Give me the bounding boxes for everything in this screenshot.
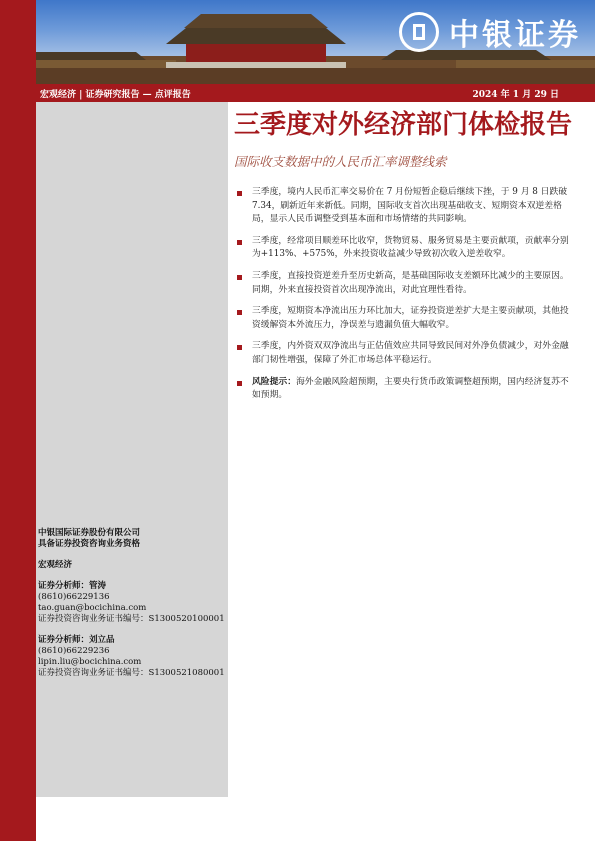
boc-logo-icon <box>399 12 439 52</box>
analyst-phone: (8610)66229136 <box>38 592 110 602</box>
report-subtitle: 国际收支数据中的人民币汇率调整线索 <box>234 154 447 169</box>
bullet-icon <box>237 345 242 350</box>
summary-bullet <box>234 340 574 367</box>
risk-bullet <box>234 376 574 403</box>
bullet-icon <box>237 240 242 245</box>
sidebar-info <box>38 528 228 679</box>
bullet-icon <box>237 310 242 315</box>
summary-bullet <box>234 235 574 262</box>
summary-bullet <box>234 305 574 332</box>
qualification: 具备证券投资咨询业务资格 <box>38 539 141 549</box>
header-banner <box>36 0 595 84</box>
bullet-icon <box>237 275 242 280</box>
sector: 宏观经济 <box>38 560 73 570</box>
report-category: 宏观经济 | 证券研究报告 — 点评报告 <box>40 90 191 100</box>
bullet-icon <box>237 381 242 386</box>
report-title: 三季度对外经济部门体检报告 <box>234 110 573 140</box>
summary-list <box>234 186 574 403</box>
header-bar <box>36 84 595 102</box>
summary-bullet <box>234 186 574 227</box>
bullet-text: 三季度，内外资双双净流出与正估值效应共同导致民间对外净负债减少，对外金融部门韧性增强，保障了外汇市场总体平稳运行。 <box>252 341 569 365</box>
analyst-heading: 证券分析师：管涛 <box>38 581 107 591</box>
bullet-text: 三季度，经常项目顺差环比收窄，货物贸易、服务贸易是主要贡献项，贡献率分别为+113%、+575%，外来投资收益减少导致初次收入逆差收窄。 <box>252 235 569 260</box>
bullet-icon <box>237 191 242 196</box>
bullet-text: 三季度，直接投资逆差升至历史新高，是基础国际收支差额环比减少的主要原因。同期，外来直接投资首次出现净流出，对此宜理性看待。 <box>252 270 569 295</box>
report-date: 2024 年 1 月 29 日 <box>472 90 559 100</box>
brand-logo <box>399 10 581 54</box>
analyst-phone: (8610)66229236 <box>38 646 110 656</box>
risk-label: 风险提示： <box>252 376 296 387</box>
analyst-email[interactable]: tao.guan@bocichina.com <box>38 603 147 613</box>
sidebar-panel <box>36 102 228 797</box>
analyst-heading: 证券分析师：刘立品 <box>38 635 115 645</box>
report-main <box>234 108 574 411</box>
analyst-license: 证券投资咨询业务证书编号：S1300520100001 <box>38 614 225 624</box>
summary-bullet <box>234 270 574 297</box>
risk-text: 海外金融风险超预期，主要央行货币政策调整超预期，国内经济复苏不如预期。 <box>252 376 569 401</box>
bullet-text: 三季度，境内人民币汇率交易价在 7 月份短暂企稳后继续下挫，于 9 月 8 日跌破 7.34，刷新近年来新低。同期，国际收支首次出现基础收支、短期资本双逆差格局，显示人民币调整受到基本面和市场情绪的共同影响。 <box>252 187 568 225</box>
analyst-email[interactable]: lipin.liu@bocichina.com <box>38 657 142 667</box>
company-name: 中银国际证券股份有限公司 <box>38 528 141 538</box>
bullet-text: 三季度，短期资本净流出压力环比加大，证券投资逆差扩大是主要贡献项，其他投资缓解资本外流压力，净误差与遗漏负值大幅收窄。 <box>252 306 569 330</box>
brand-name: 中银证券 <box>449 18 581 53</box>
analyst-license: 证券投资咨询业务证书编号：S1300521080001 <box>38 668 225 678</box>
left-red-stripe <box>0 0 36 841</box>
